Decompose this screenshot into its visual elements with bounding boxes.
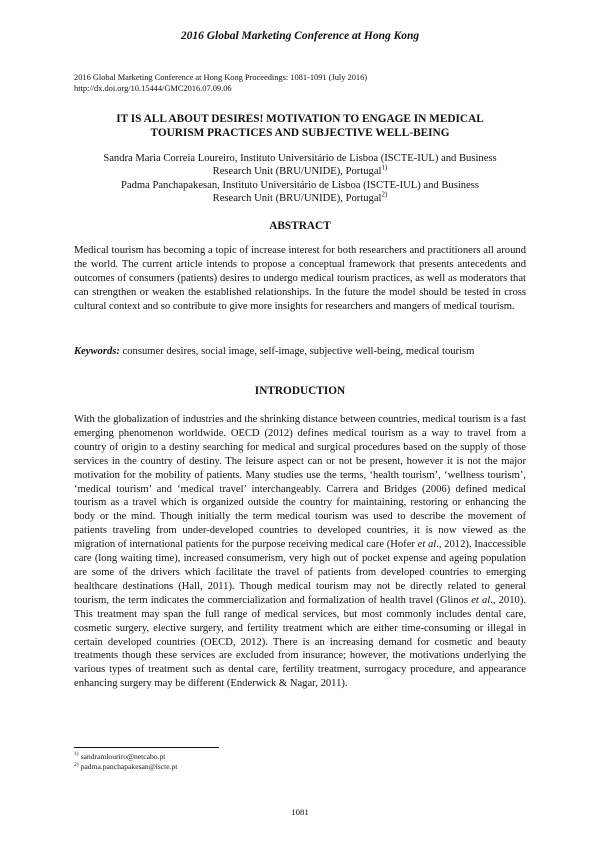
intro-text-part-2: ., 2012). Inaccessible care (long waiting time), increased consumerism, very high out of pocket expense and ageing population are some of the drivers which facilitate the travel of patients from developed countries to emerging healthcare destinations (Hall, 2011). Though medical tourism may not be directly related to general tourism, the term indicates the commercialization and formalization of health travel (Glinos	[74, 539, 526, 606]
author-1-line-1: Sandra Maria Correia Loureiro, Instituto Universitário de Lisboa (ISCTE-IUL) and Business	[103, 153, 497, 164]
intro-et-al-1: et al	[417, 539, 437, 551]
footnote-1-mark: 1)	[74, 751, 79, 758]
abstract-heading: ABSTRACT	[269, 220, 331, 232]
paper-title	[74, 112, 526, 140]
citation-block	[74, 72, 534, 94]
author-1-footnote-mark: 1)	[381, 163, 388, 172]
title-line-1: IT IS ALL ABOUT DESIRES! MOTIVATION TO ENGAGE IN MEDICAL	[116, 113, 484, 125]
abstract-text: Medical tourism has becoming a topic of increase interest for both researchers and practitioners all around the world. The current article intends to propose a conceptual framework that presents antecedents and outcomes of consumers (patients) desires to undergo medical tourism practices, as well as moderators that can strengthen or weaken the established relationships. In the future the model should be tested in cross cultural context and so contribute to give more insights for researchers and mangers of medical tourism.	[74, 245, 526, 312]
footnote-2	[74, 762, 374, 772]
intro-et-al-2: et al	[471, 594, 491, 606]
introduction-paragraph	[74, 413, 526, 691]
author-2-footnote-mark: 2)	[381, 190, 388, 199]
footnote-2-mark: 2)	[74, 761, 79, 768]
keywords-text: consumer desires, social image, self-image, subjective well-being, medical tourism	[119, 346, 475, 357]
citation-proceedings: 2016 Global Marketing Conference at Hong Kong Proceedings: 1081-1091 (July 2016)	[74, 73, 368, 82]
title-line-2: TOURISM PRACTICES AND SUBJECTIVE WELL-BEING	[150, 127, 450, 139]
page-number: 1081	[291, 807, 309, 817]
footnote-1	[74, 752, 374, 762]
author-2-affiliation: Research Unit (BRU/UNIDE), Portugal	[212, 192, 382, 204]
footnotes	[74, 752, 374, 773]
running-head: 2016 Global Marketing Conference at Hong Kong	[180, 30, 420, 42]
intro-text-part-1: With the globalization of industries and the shrinking distance between countries, medical tourism is a fast emerging phenomenon worldwide. OECD (2012) defines medical tourism as a way to travel from a country of origin to a destiny searching for medical and surgical procedures based on the supply of those services in the country of destiny. The leisure aspect can or not be present, however it is not the major motivation for the mobility of patients. Many studies use the terms, ‘health tourism’, ‘wellness tourism’, ‘medical tourism’ and ‘medical travel’ interchangeably. Carrera and Bridges (2006) defined medical tourism as a travel which is organized outside the country for maintaining, restoring or enhancing the body or the mind. Though initially the term medical tourism was used to describe the movement of patients traveling from under-developed countries to developed countries, it is now viewed as the migration of international patients for the purpose receiving medical care (Hofer	[74, 414, 526, 551]
keywords	[74, 345, 526, 359]
introduction-heading: INTRODUCTION	[254, 385, 346, 397]
footnote-1-email[interactable]: sandramlouriro@netcabo.pt	[80, 752, 166, 761]
author-2	[74, 179, 526, 206]
footnote-divider	[74, 747, 219, 748]
citation-doi-link[interactable]: http://dx.doi.org/10.15444/GMC2016.07.09.06	[74, 84, 232, 93]
keywords-label: Keywords:	[74, 346, 120, 357]
author-list	[74, 152, 526, 205]
author-2-line-2	[74, 192, 526, 205]
author-1	[74, 152, 526, 179]
author-2-line-1: Padma Panchapakesan, Instituto Universitário de Lisboa (ISCTE-IUL) and Business	[120, 179, 480, 191]
intro-text-part-3: ., 2010). This treatment may span the full range of medical services, but most commonly includes dental care, cosmetic surgery, elective surgery, and fertility treatment which are either time-consuming or illegal in certain developed countries (OECD, 2012). There is an increasing demand for cosmetic and beauty treatments though these services are excluded from insurance; however, the motivations underlying the various types of treatment such as dental care, fertility treatment, surrogacy procedure, and appearance enhancing surgery may be different (Enderwick & Nagar, 2011).	[74, 594, 526, 690]
footnote-2-email[interactable]: padma.panchapakesan@iscte.pt	[80, 762, 178, 772]
author-1-affiliation: Research Unit (BRU/UNIDE), Portugal	[212, 166, 382, 178]
author-1-line-2	[74, 165, 526, 178]
